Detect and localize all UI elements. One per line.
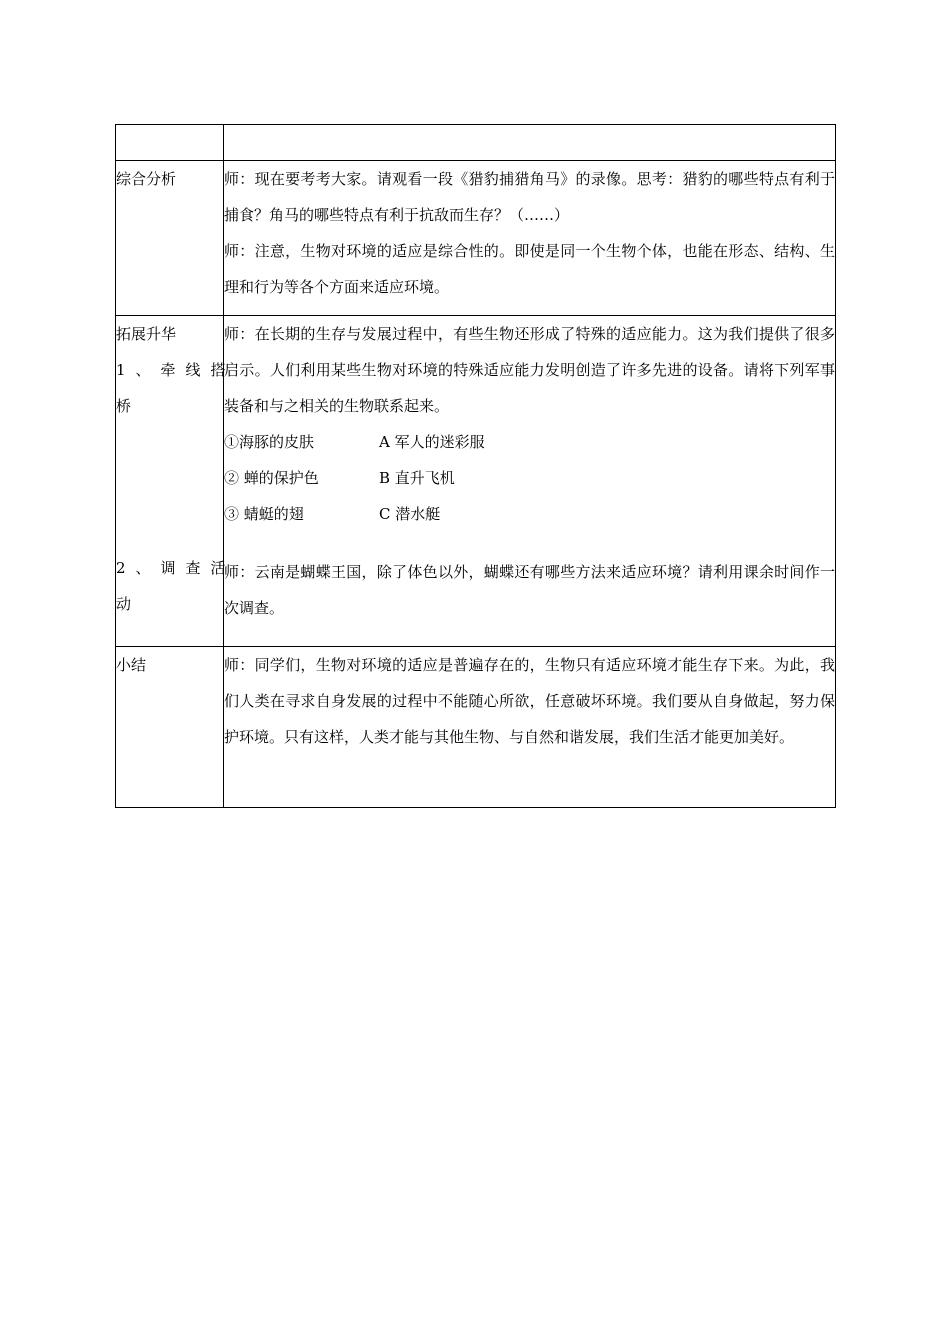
match-pair-3 bbox=[224, 496, 835, 532]
extend-sub1-line-b: 桥 bbox=[116, 397, 132, 415]
summary-label: 小结 bbox=[116, 656, 147, 674]
analysis-label: 综合分析 bbox=[116, 170, 177, 188]
match-pair-1-left: ①海豚的皮肤 bbox=[224, 433, 315, 451]
match-pair-2-left: ② 蝉的保护色 bbox=[224, 469, 319, 487]
table-row-summary bbox=[116, 647, 836, 808]
match-pair-1-right: A 军人的迷彩服 bbox=[379, 433, 485, 451]
lesson-plan-table bbox=[115, 124, 836, 808]
match-pair-3-right: C 潜水艇 bbox=[379, 505, 441, 523]
table-row-analysis bbox=[116, 161, 836, 316]
analysis-text-2: 师：注意，生物对环境的适应是综合性的。即使是同一个生物个体，也能在形态、结构、生理和行为等各个方面来适应环境。 bbox=[224, 242, 835, 296]
extend-content-cell bbox=[224, 316, 836, 647]
summary-content-cell bbox=[224, 647, 836, 808]
table-row-empty bbox=[116, 125, 836, 161]
match-pair-2 bbox=[224, 460, 835, 496]
extend-label-cell bbox=[116, 316, 236, 647]
match-pair-3-left: ③ 蜻蜓的翅 bbox=[224, 505, 304, 523]
empty-left-cell bbox=[116, 125, 224, 161]
extend-gap bbox=[224, 532, 835, 554]
extend-label: 拓展升华 bbox=[116, 325, 177, 343]
empty-right-cell bbox=[224, 125, 836, 161]
extend-text-2: 师：云南是蝴蝶王国，除了体色以外，蝴蝶还有哪些方法来适应环境？请利用课余时间作一次调查。 bbox=[224, 563, 835, 617]
summary-text: 师：同学们，生物对环境的适应是普遍存在的，生物只有适应环境才能生存下来。为此，我们人类在寻求自身发展的过程中不能随心所欲，任意破坏环境。我们要从自身做起，努力保护环境。只有这样，人类才能与其他生物、与自然和谐发展，我们生活才能更加美好。 bbox=[224, 656, 835, 746]
extend-sub2-line-a: 2、调查活 bbox=[116, 559, 236, 577]
analysis-content-cell bbox=[224, 161, 836, 316]
analysis-text-1: 师：现在要考考大家。请观看一段《猎豹捕猎角马》的录像。思考：猎豹的哪些特点有利于捕食？角马的哪些特点有利于抗敌而生存？（……） bbox=[224, 170, 835, 224]
extend-left-spacer bbox=[116, 424, 223, 550]
match-pair-1 bbox=[224, 424, 835, 460]
summary-label-cell bbox=[116, 647, 224, 808]
analysis-label-cell bbox=[116, 161, 224, 316]
extend-sub1-line-a: 1、牵线搭 bbox=[116, 361, 236, 379]
extend-sub2-line-b: 动 bbox=[116, 595, 132, 613]
extend-text-1: 师：在长期的生存与发展过程中，有些生物还形成了特殊的适应能力。这为我们提供了很多启示。人们利用某些生物对环境的特殊适应能力发明创造了许多先进的设备。请将下列军事装备和与之相关的生物联系起来。 bbox=[224, 325, 835, 415]
table-row-extend bbox=[116, 316, 836, 647]
match-pair-2-right: B 直升飞机 bbox=[379, 469, 455, 487]
